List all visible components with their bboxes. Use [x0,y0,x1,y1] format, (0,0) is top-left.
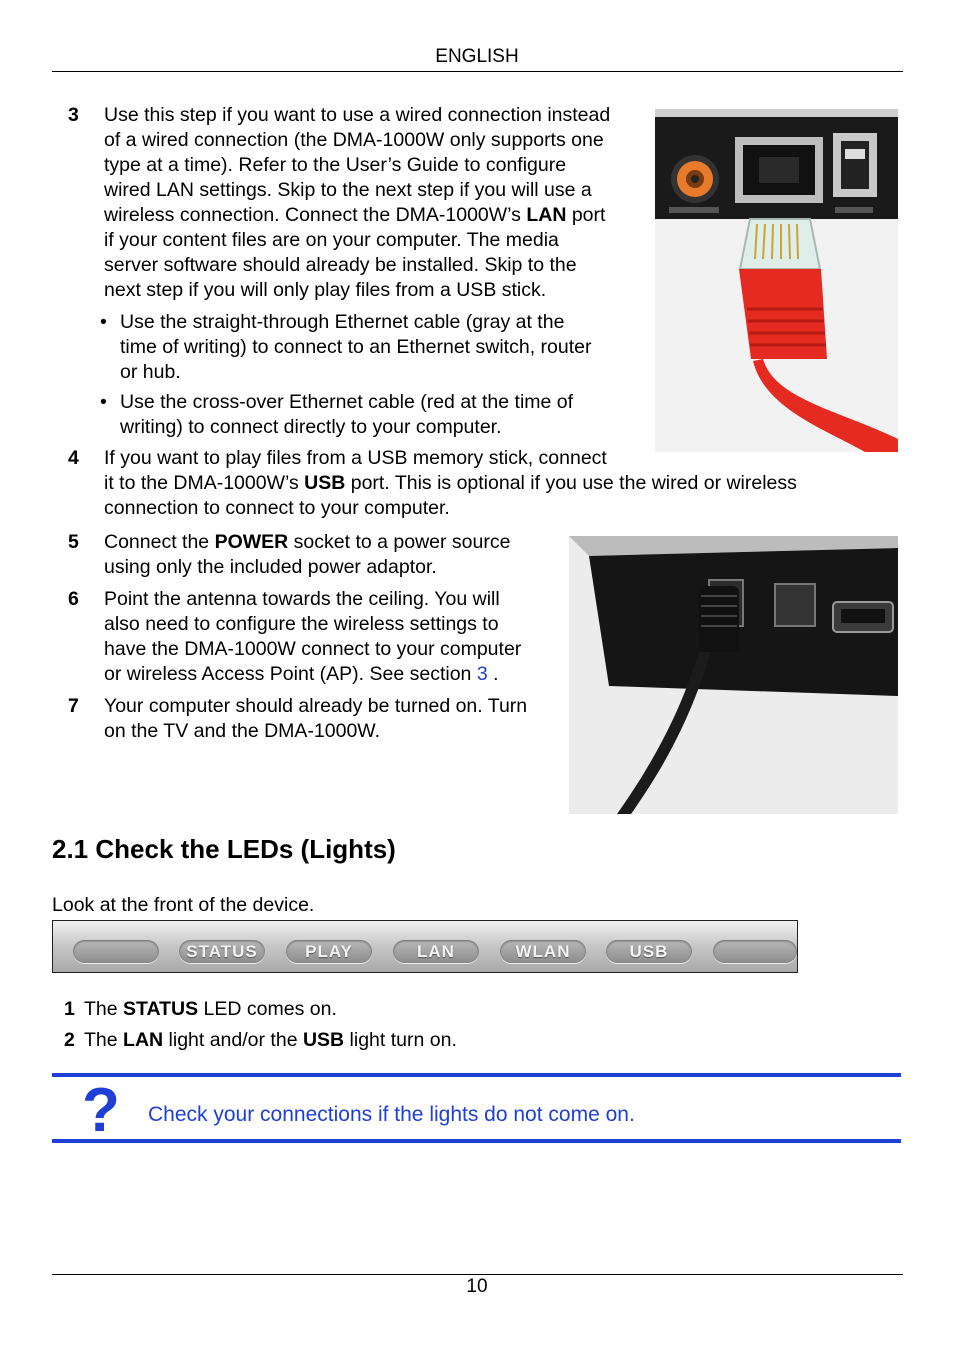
bold-term: USB [304,472,346,494]
ethernet-cable-icon [655,109,898,452]
step-line: if your content files are on your computer. The media [104,229,559,251]
page-number: 10 [466,1276,488,1297]
step-line: have the DMA-1000W connect to your computer [104,638,522,660]
led-blank-right [713,940,797,963]
step-line: type at a time). Refer to the User’s Guide to configure [104,154,567,176]
step-text [104,103,610,303]
step-line [104,530,510,555]
led-usb: USB [606,940,692,963]
step-text [104,694,527,744]
text: Connect the [104,531,215,553]
led-play: PLAY [286,940,372,963]
step-line: Point the antenna towards the ceiling. You will [104,588,500,610]
text: it to the DMA-1000W’s [104,472,305,494]
step-line: connection to connect to your computer. [104,497,450,519]
step-text [84,1028,457,1053]
tip-text: Check your connections if the lights do not come on. [148,1103,635,1126]
text: socket to a power source [288,531,511,553]
text: port [566,204,606,226]
bullet-line: Use the straight-through Ethernet cable (gray at the [120,311,565,333]
section-link[interactable]: 3 [476,663,488,685]
step-line: If you want to play files from a USB memory stick, connect [104,447,607,469]
step-line: next step if you will only play files from a USB stick. [104,279,547,301]
bold-term: STATUS [123,998,199,1020]
section-intro: Look at the front of the device. [52,894,315,916]
step-line: using only the included power adaptor. [104,556,437,578]
bold-term: LAN [526,204,567,226]
text: or wireless Access Point (AP). See section [104,663,477,685]
step-line: of a wired connection (the DMA-1000W only supports one [104,129,604,151]
step-number: 2 [64,1029,75,1051]
step-line: also need to configure the wireless settings to [104,613,499,635]
bullet-line: writing) to connect directly to your computer. [120,416,502,438]
step-text [104,446,797,521]
led-lan: LAN [393,940,479,963]
bullet-line: or hub. [120,361,181,383]
header-rule [52,71,903,72]
step-number: 1 [64,998,75,1020]
section-heading: 2.1 Check the LEDs (Lights) [52,834,396,864]
step-number: 6 [68,588,79,610]
step-number: 7 [68,695,79,717]
text: . [487,663,499,685]
step-number: 4 [68,447,79,469]
bold-term: USB [302,1029,345,1051]
question-mark-icon: ? [82,1076,120,1145]
led-status: STATUS [179,940,265,963]
step-text [84,997,337,1022]
power-cable-icon [569,536,898,814]
step-text [104,530,510,580]
bullet-line: time of writing) to connect to an Ethernet switch, router [120,336,592,358]
text: LED comes on. [198,998,337,1020]
bullet-dot: • [100,391,107,413]
step-line [84,1028,457,1053]
text: wireless connection. Connect the DMA-1000W’s [104,204,527,226]
bullet-line: Use the cross-over Ethernet cable (red at the time of [120,391,574,413]
step-text [104,587,521,687]
power-socket-photo [569,536,898,814]
led-blank-left [73,940,159,963]
text: The [84,998,124,1020]
step-line: Use this step if you want to use a wired connection instead [104,104,611,126]
step-line [104,203,610,228]
device-front-led-panel [52,920,798,973]
bullet-dot: • [100,311,107,333]
step-line: server software should already be installed. Skip to the [104,254,577,276]
led-wlan: WLAN [500,940,586,963]
step-line: wired LAN settings. Skip to the next step if you will use a [104,179,592,201]
step-line: Your computer should already be turned on. Turn [104,695,528,717]
step-line [104,662,521,687]
text: The [84,1029,124,1051]
step-line: on the TV and the DMA-1000W. [104,720,381,742]
header-language: ENGLISH [435,46,519,67]
ethernet-port-photo [655,109,898,452]
text: light and/or the [163,1029,303,1051]
bold-term: POWER [214,531,289,553]
step-number: 5 [68,531,79,553]
step-number: 3 [68,104,79,126]
bold-term: LAN [123,1029,164,1051]
footer-rule [52,1274,903,1275]
step-line [104,471,797,496]
text: light turn on. [344,1029,457,1051]
text: port. This is optional if you use the wired or wireless [345,472,797,494]
step-line [84,997,337,1022]
